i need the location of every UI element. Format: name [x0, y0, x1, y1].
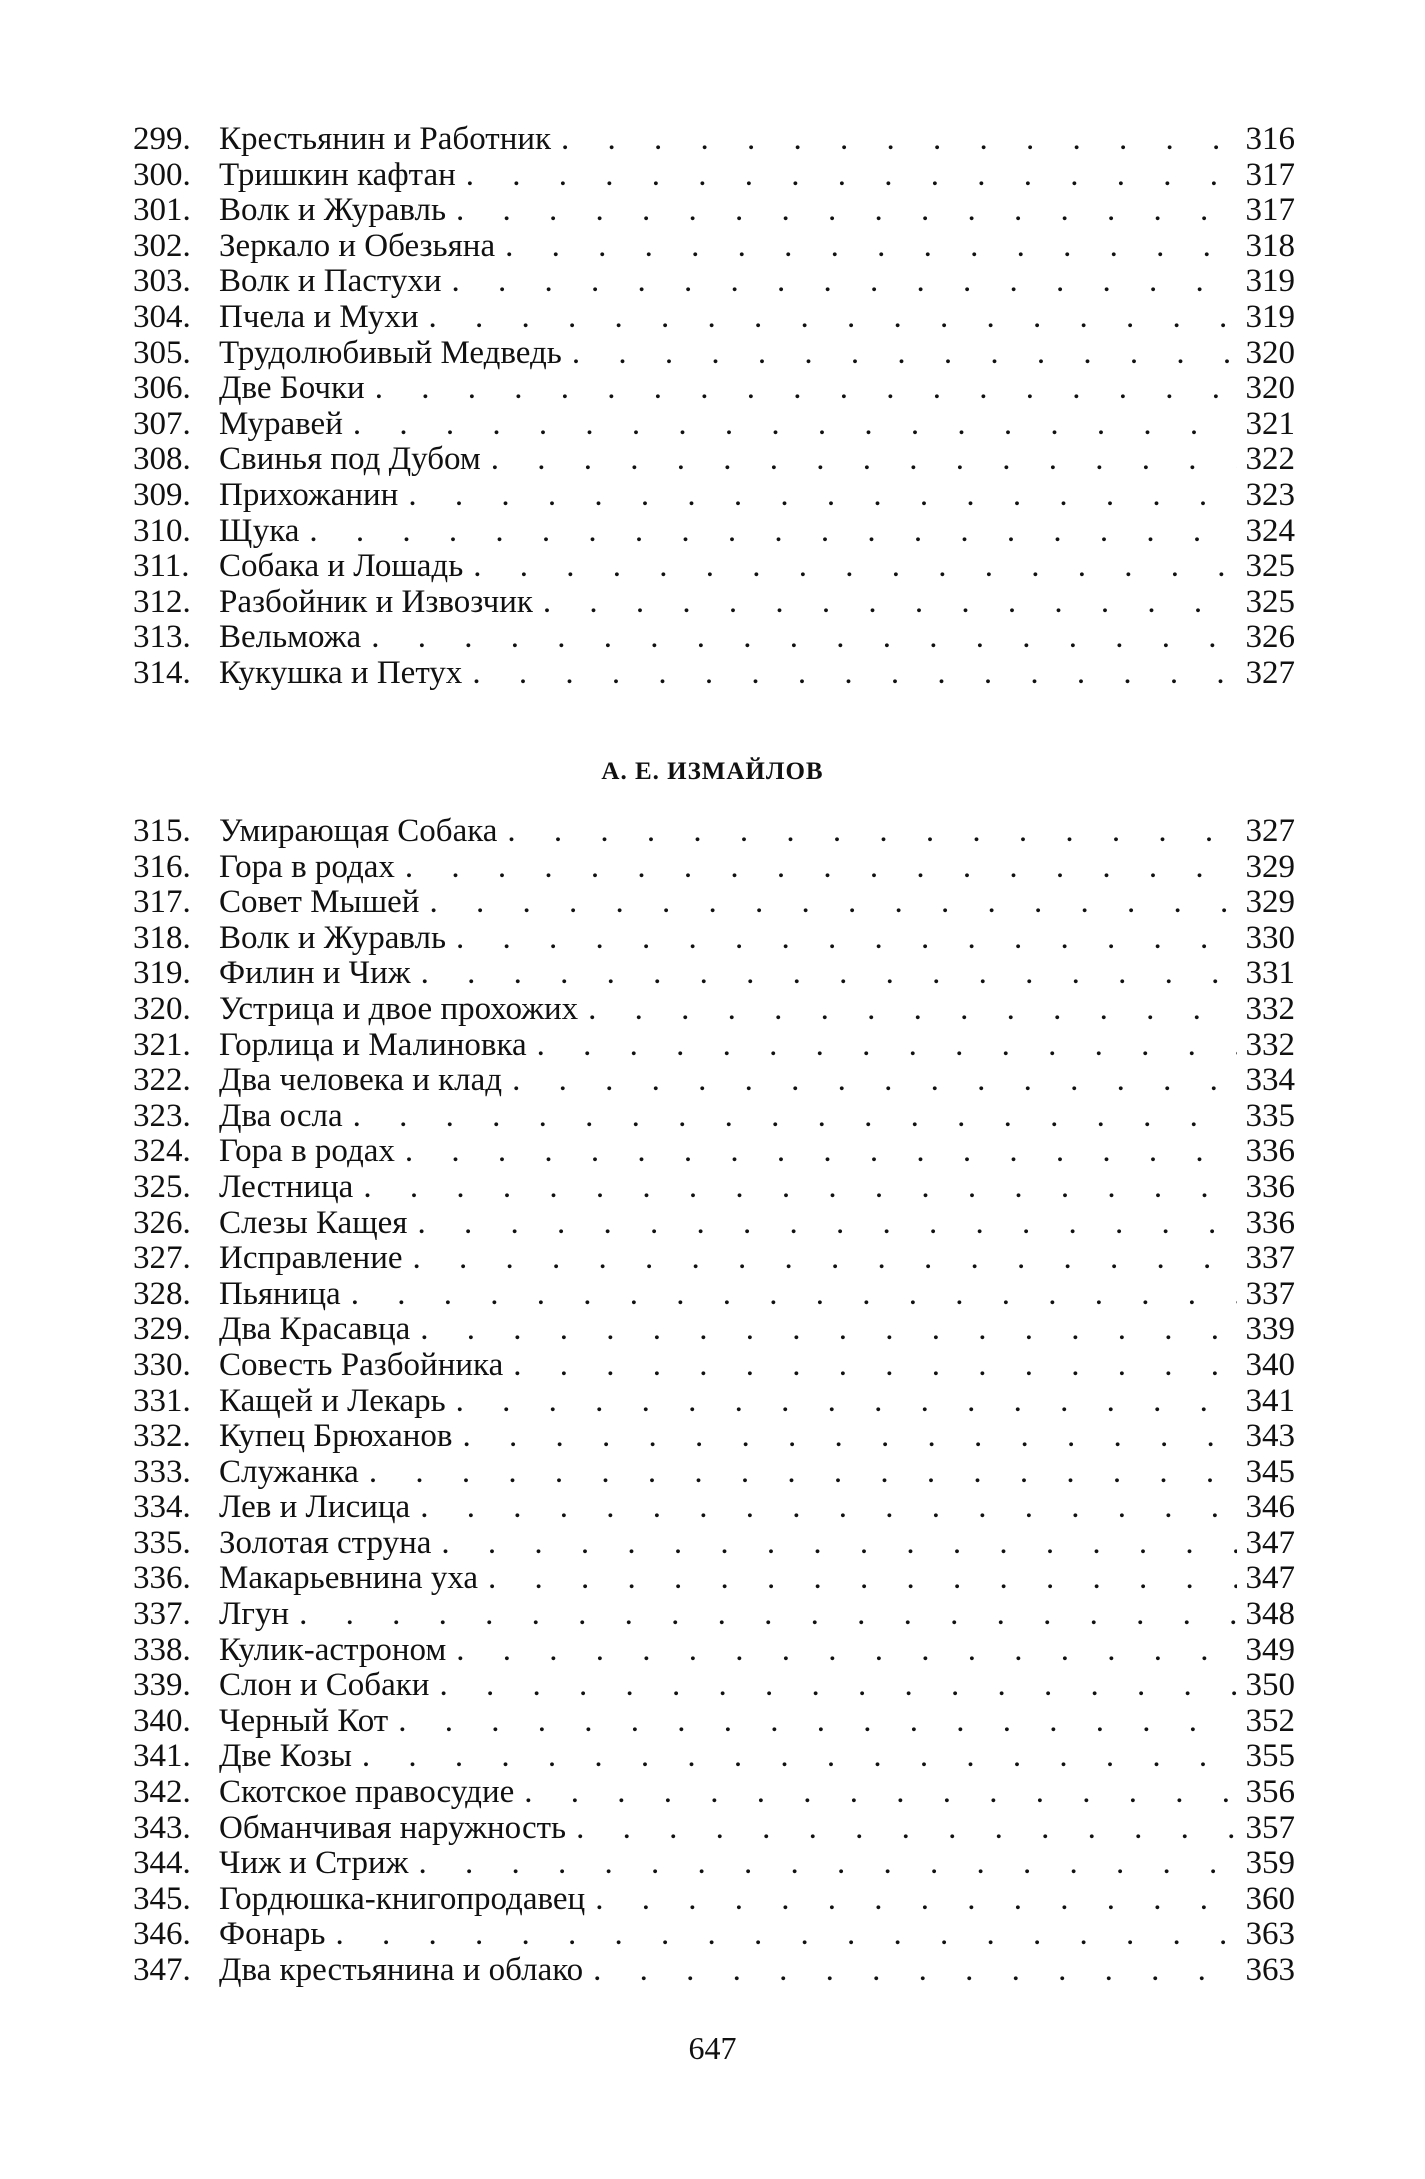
toc-entry: [133, 585, 1295, 621]
toc-list-krylov: [133, 122, 1295, 692]
toc-entry: [133, 1170, 1295, 1206]
entry-title: Две Бочки: [219, 370, 365, 407]
entry-title: Черный Кот: [219, 1702, 389, 1739]
entry-title: Зеркало и Обезьяна: [219, 227, 496, 264]
toc-entry: [133, 1917, 1295, 1953]
dot-leader: [361, 620, 1237, 656]
entry-page: 319: [1245, 263, 1295, 300]
entry-title: Макарьевнина уха: [219, 1560, 479, 1597]
dot-leader: [562, 336, 1237, 372]
entry-number: 344.: [133, 1845, 191, 1882]
entry-title: Щука: [219, 512, 300, 549]
entry-title: Трудолюбивый Медведь: [219, 334, 562, 371]
entry-title: Обманчивая наружность: [219, 1809, 567, 1846]
entry-page: 327: [1245, 813, 1295, 849]
entry-number: 305.: [133, 334, 191, 371]
entry-number: 328.: [133, 1275, 191, 1312]
entry-number: 338.: [133, 1631, 191, 1668]
entry-title: Служанка: [219, 1453, 359, 1490]
toc-entry: [133, 1099, 1295, 1135]
entry-page: 357: [1245, 1809, 1295, 1846]
toc-entry: [133, 850, 1295, 886]
entry-page: 347: [1245, 1524, 1295, 1561]
entry-number: 319.: [133, 955, 191, 992]
entry-title: Кукушка и Петух: [219, 654, 463, 691]
toc-entry: [133, 1561, 1295, 1597]
toc-entry: [133, 229, 1295, 265]
entry-page: 336: [1245, 1204, 1295, 1241]
entry-number: 330.: [133, 1346, 191, 1383]
dot-leader: [407, 1206, 1237, 1242]
entry-page: 336: [1245, 1168, 1295, 1205]
entry-title: Крестьянин и Работник: [219, 121, 552, 157]
entry-page: 325: [1245, 583, 1295, 620]
entry-number: 340.: [133, 1702, 191, 1739]
entry-page: 345: [1245, 1453, 1295, 1490]
entry-title: Волк и Пастухи: [219, 263, 442, 300]
entry-page: 317: [1245, 156, 1295, 193]
entry-number: 322.: [133, 1062, 191, 1099]
entry-number: 316.: [133, 848, 191, 885]
toc-entry: [133, 1028, 1295, 1064]
entry-title: Золотая струна: [219, 1524, 432, 1561]
dot-leader: [408, 1846, 1237, 1882]
entry-number: 302.: [133, 227, 191, 264]
dot-leader: [419, 300, 1237, 336]
entry-number: 311.: [133, 548, 190, 585]
entry-number: 339.: [133, 1667, 191, 1704]
entry-page: 352: [1245, 1702, 1295, 1739]
dot-leader: [583, 1953, 1237, 1989]
dot-leader: [446, 193, 1237, 229]
entry-number: 309.: [133, 476, 191, 513]
entry-page: 340: [1245, 1346, 1295, 1383]
toc-entry: [133, 1384, 1295, 1420]
entry-title: Вельможа: [219, 619, 362, 656]
dot-leader: [585, 1882, 1237, 1918]
toc-entry: [133, 1455, 1295, 1491]
entry-number: 320.: [133, 990, 191, 1027]
dot-leader: [289, 1597, 1237, 1633]
entry-title: Тришкин кафтан: [219, 156, 456, 193]
entry-number: 343.: [133, 1809, 191, 1846]
entry-title: Пчела и Мухи: [219, 298, 419, 335]
toc-entry: [133, 1490, 1295, 1526]
dot-leader: [388, 1704, 1237, 1740]
entry-number: 324.: [133, 1133, 191, 1170]
entry-page: 332: [1245, 990, 1295, 1027]
entry-page: 356: [1245, 1774, 1295, 1811]
toc-entry: [133, 921, 1295, 957]
toc-entry: [133, 371, 1295, 407]
dot-leader: [343, 1099, 1237, 1135]
dot-leader: [478, 1561, 1237, 1597]
toc-entry: [133, 1419, 1295, 1455]
entry-number: 317.: [133, 884, 191, 921]
entry-number: 326.: [133, 1204, 191, 1241]
entry-number: 327.: [133, 1240, 191, 1277]
entry-number: 304.: [133, 298, 191, 335]
toc-entry: [133, 885, 1295, 921]
entry-title: Прихожанин: [219, 476, 399, 513]
entry-page: 335: [1245, 1097, 1295, 1134]
toc-entry: [133, 193, 1295, 229]
dot-leader: [352, 1739, 1237, 1775]
toc-entry: [133, 814, 1295, 850]
toc-entry: [133, 514, 1295, 550]
entry-title: Лгун: [219, 1596, 290, 1633]
entry-number: 318.: [133, 919, 191, 956]
toc-entry: [133, 1882, 1295, 1918]
toc-entry: [133, 1704, 1295, 1740]
toc-entry: [133, 122, 1295, 158]
toc-entry: [133, 158, 1295, 194]
dot-leader: [514, 1775, 1237, 1811]
entry-page: 324: [1245, 512, 1295, 549]
entry-title: Свинья под Дубом: [219, 441, 481, 478]
dot-leader: [411, 956, 1237, 992]
toc-entry: [133, 992, 1295, 1028]
entry-number: 332.: [133, 1418, 191, 1455]
entry-page: 334: [1245, 1062, 1295, 1099]
dot-leader: [502, 1063, 1237, 1099]
entry-page: 355: [1245, 1738, 1295, 1775]
entry-page: 321: [1245, 405, 1295, 442]
entry-number: 303.: [133, 263, 191, 300]
entry-number: 336.: [133, 1560, 191, 1597]
entry-number: 308.: [133, 441, 191, 478]
entry-number: 315.: [133, 813, 191, 849]
entry-page: 327: [1245, 654, 1295, 691]
dot-leader: [446, 1384, 1237, 1420]
entry-title: Два Красавца: [219, 1311, 411, 1348]
entry-title: Лестница: [219, 1168, 354, 1205]
entry-number: 345.: [133, 1880, 191, 1917]
page-number: 647: [688, 2030, 737, 2066]
toc-entry: [133, 1846, 1295, 1882]
toc-entry: [133, 1668, 1295, 1704]
toc-entry: [133, 956, 1295, 992]
toc-entry: [133, 1277, 1295, 1313]
entry-page: 323: [1245, 476, 1295, 513]
entry-number: 310.: [133, 512, 191, 549]
entry-number: 329.: [133, 1311, 191, 1348]
entry-number: 333.: [133, 1453, 191, 1490]
dot-leader: [503, 1348, 1237, 1384]
dot-leader: [395, 1134, 1237, 1170]
toc-entry: [133, 1348, 1295, 1384]
entry-page: 359: [1245, 1845, 1295, 1882]
entry-title: Два осла: [219, 1097, 343, 1134]
dot-leader: [578, 992, 1237, 1028]
dot-leader: [410, 1312, 1237, 1348]
entry-page: 331: [1245, 955, 1295, 992]
dot-leader: [456, 158, 1237, 194]
dot-leader: [446, 921, 1237, 957]
toc-entry: [133, 1134, 1295, 1170]
toc-entry: [133, 1739, 1295, 1775]
entry-page: 360: [1245, 1880, 1295, 1917]
entry-page: 316: [1245, 121, 1295, 157]
entry-title: Волк и Журавль: [219, 192, 447, 229]
entry-number: 300.: [133, 156, 191, 193]
dot-leader: [481, 442, 1237, 478]
entry-title: Разбойник и Извозчик: [219, 583, 533, 620]
entry-title: Гора в родах: [219, 1133, 395, 1170]
entry-title: Лев и Лисица: [219, 1489, 411, 1526]
entry-title: Умирающая Собака: [219, 813, 498, 849]
entry-page: 337: [1245, 1275, 1295, 1312]
toc-entry: [133, 1241, 1295, 1277]
entry-page: 322: [1245, 441, 1295, 478]
toc-entry: [133, 1063, 1295, 1099]
dot-leader: [497, 814, 1237, 850]
toc-entry: [133, 1526, 1295, 1562]
entry-number: 307.: [133, 405, 191, 442]
entry-number: 342.: [133, 1774, 191, 1811]
entry-page: 343: [1245, 1418, 1295, 1455]
entry-title: Горлица и Малиновка: [219, 1026, 527, 1063]
toc-entry: [133, 336, 1295, 372]
toc-entry: [133, 1597, 1295, 1633]
entry-number: 337.: [133, 1596, 191, 1633]
toc-entry: [133, 300, 1295, 336]
entry-title: Чиж и Стриж: [219, 1845, 409, 1882]
entry-number: 331.: [133, 1382, 191, 1419]
toc-entry: [133, 656, 1295, 692]
entry-number: 346.: [133, 1916, 191, 1953]
entry-number: 335.: [133, 1524, 191, 1561]
entry-title: Филин и Чиж: [219, 955, 411, 992]
dot-leader: [462, 656, 1237, 692]
entry-title: Пьяница: [219, 1275, 341, 1312]
entry-number: 325.: [133, 1168, 191, 1205]
toc-entry: [133, 620, 1295, 656]
toc-entry: [133, 549, 1295, 585]
entry-page: 348: [1245, 1596, 1295, 1633]
entry-page: 319: [1245, 298, 1295, 335]
entry-title: Собака и Лошадь: [219, 548, 464, 585]
entry-title: Слон и Собаки: [219, 1667, 430, 1704]
entry-title: Гора в родах: [219, 848, 395, 885]
toc-entry: [133, 1775, 1295, 1811]
entry-title: Кащей и Лекарь: [219, 1382, 446, 1419]
entry-page: 363: [1245, 1952, 1295, 1988]
entry-page: 336: [1245, 1133, 1295, 1170]
toc-entry: [133, 442, 1295, 478]
dot-leader: [353, 1170, 1237, 1206]
dot-leader: [395, 850, 1237, 886]
entry-page: 320: [1245, 370, 1295, 407]
toc-entry: [133, 264, 1295, 300]
entry-page: 346: [1245, 1489, 1295, 1526]
entry-page: 329: [1245, 884, 1295, 921]
entry-title: Гордюшка-книгопродавец: [219, 1880, 586, 1917]
dot-leader: [429, 1668, 1237, 1704]
entry-title: Совесть Разбойника: [219, 1346, 504, 1383]
entry-number: 347.: [133, 1952, 191, 1988]
dot-leader: [463, 549, 1237, 585]
toc-entry: [133, 407, 1295, 443]
entry-page: 349: [1245, 1631, 1295, 1668]
dot-leader: [453, 1419, 1237, 1455]
entry-number: 301.: [133, 192, 191, 229]
dot-leader: [299, 514, 1237, 550]
entry-page: 317: [1245, 192, 1295, 229]
entry-page: 320: [1245, 334, 1295, 371]
entry-title: Фонарь: [219, 1916, 326, 1953]
dot-leader: [410, 1490, 1237, 1526]
dot-leader: [403, 1241, 1237, 1277]
entry-title: Кулик-астроном: [219, 1631, 447, 1668]
entry-number: 321.: [133, 1026, 191, 1063]
dot-leader: [566, 1811, 1237, 1847]
dot-leader: [533, 585, 1237, 621]
toc-entry: [133, 478, 1295, 514]
dot-leader: [551, 122, 1237, 158]
toc-list-izmailov: [133, 814, 1295, 1989]
dot-leader: [442, 264, 1237, 300]
entry-title: Муравей: [219, 405, 343, 442]
entry-number: 312.: [133, 583, 191, 620]
entry-page: 318: [1245, 227, 1295, 264]
entry-number: 306.: [133, 370, 191, 407]
entry-title: Два крестьянина и облако: [219, 1952, 584, 1988]
dot-leader: [446, 1633, 1237, 1669]
dot-leader: [495, 229, 1237, 265]
dot-leader: [341, 1277, 1237, 1313]
dot-leader: [365, 371, 1237, 407]
entry-page: 337: [1245, 1240, 1295, 1277]
entry-title: Устрица и двое прохожих: [219, 990, 579, 1027]
toc-entry: [133, 1206, 1295, 1242]
toc-entry: [133, 1953, 1295, 1989]
entry-title: Купец Брюханов: [219, 1418, 453, 1455]
dot-leader: [343, 407, 1237, 443]
dot-leader: [527, 1028, 1237, 1064]
entry-number: 334.: [133, 1489, 191, 1526]
entry-title: Скотское правосудие: [219, 1774, 515, 1811]
dot-leader: [419, 885, 1237, 921]
entry-page: 329: [1245, 848, 1295, 885]
entry-page: 325: [1245, 548, 1295, 585]
entry-title: Два человека и клад: [219, 1062, 503, 1099]
dot-leader: [431, 1526, 1237, 1562]
entry-page: 330: [1245, 919, 1295, 956]
toc-entry: [133, 1811, 1295, 1847]
entry-number: 314.: [133, 654, 191, 691]
entry-number: 299.: [133, 121, 191, 157]
entry-number: 341.: [133, 1738, 191, 1775]
toc-entry: [133, 1633, 1295, 1669]
entry-page: 341: [1245, 1382, 1295, 1419]
dot-leader: [325, 1917, 1237, 1953]
entry-page: 347: [1245, 1560, 1295, 1597]
entry-number: 323.: [133, 1097, 191, 1134]
entry-page: 332: [1245, 1026, 1295, 1063]
dot-leader: [398, 478, 1237, 514]
section-heading: А. Е. ИЗМАЙЛОВ: [601, 758, 824, 785]
entry-title: Слезы Кащея: [219, 1204, 408, 1241]
entry-page: 363: [1245, 1916, 1295, 1953]
entry-title: Волк и Журавль: [219, 919, 447, 956]
entry-title: Исправление: [219, 1240, 403, 1277]
entry-number: 313.: [133, 619, 191, 656]
dot-leader: [359, 1455, 1237, 1491]
entry-title: Две Козы: [219, 1738, 352, 1775]
entry-page: 339: [1245, 1311, 1295, 1348]
toc-entry: [133, 1312, 1295, 1348]
entry-title: Совет Мышей: [219, 884, 420, 921]
entry-page: 350: [1245, 1667, 1295, 1704]
entry-page: 326: [1245, 619, 1295, 656]
